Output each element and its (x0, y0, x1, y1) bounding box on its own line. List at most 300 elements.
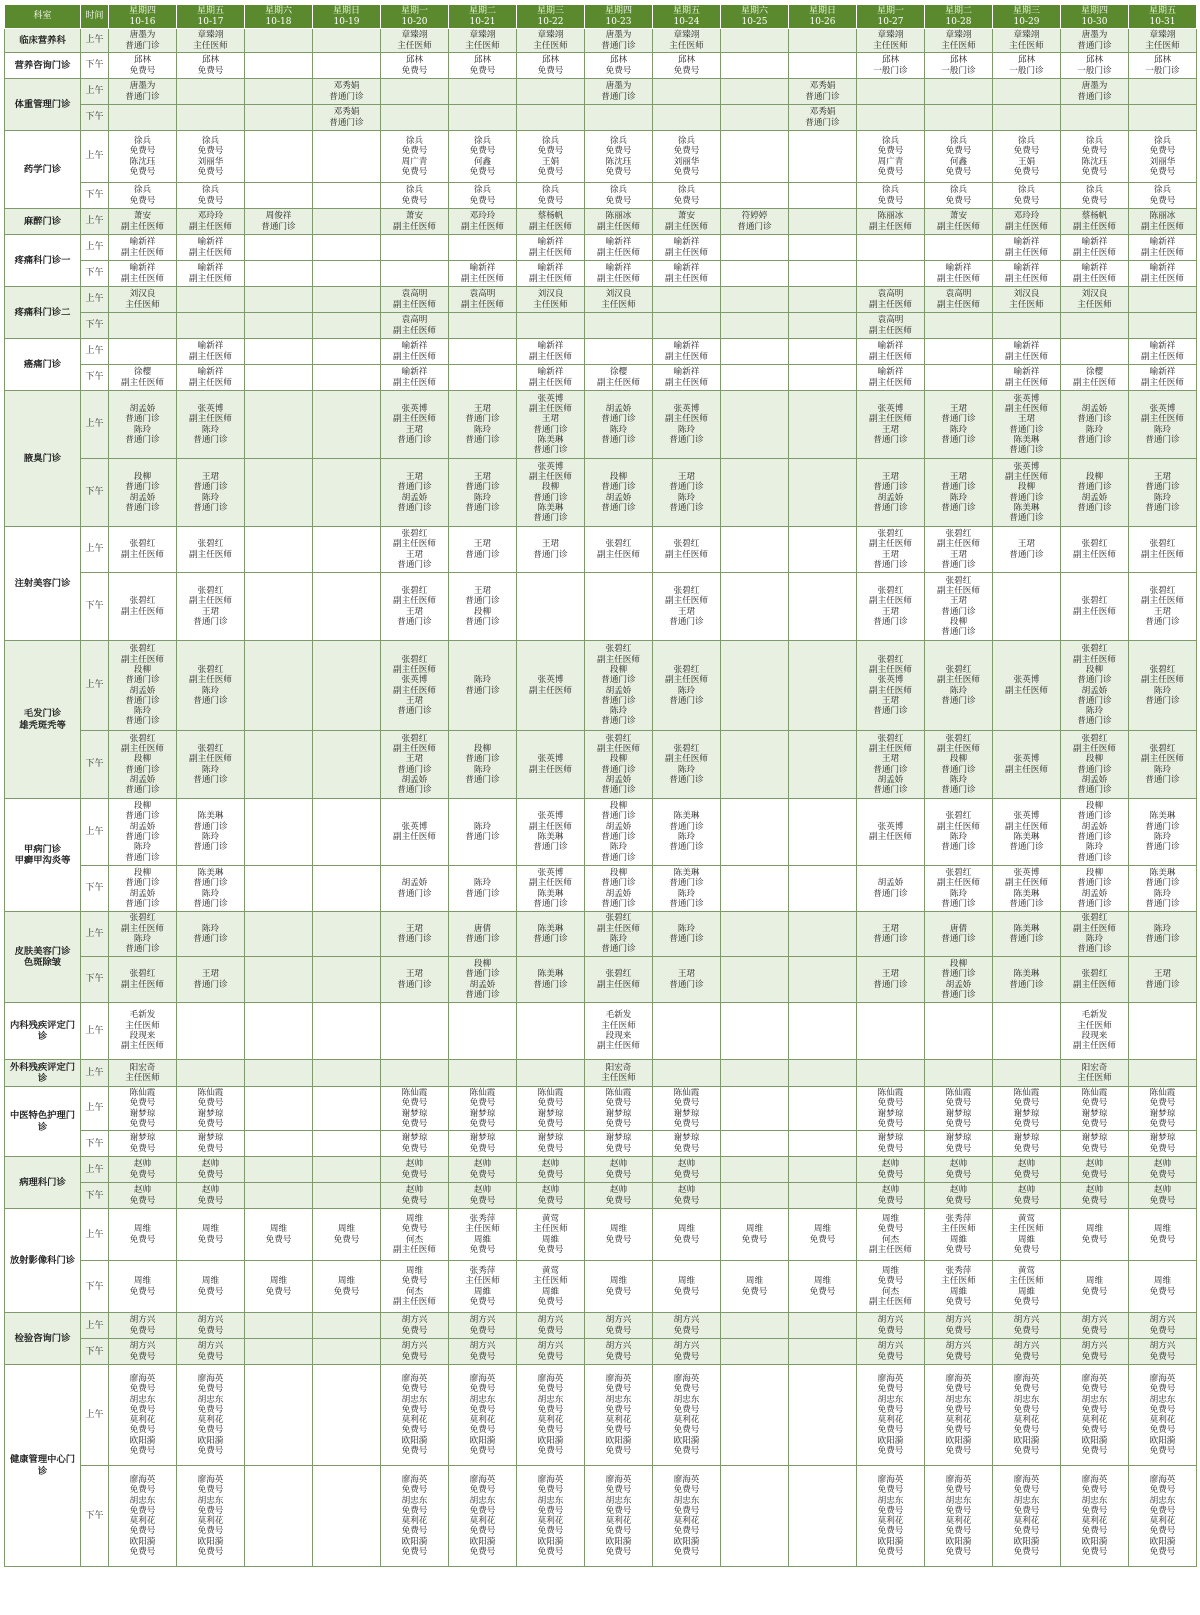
schedule-cell (789, 53, 857, 79)
schedule-cell: 喻新祥 副主任医师 (653, 261, 721, 287)
schedule-cell: 张碧红 副主任医师 陈玲 普通门诊 (585, 912, 653, 957)
schedule-cell: 胡方兴 免费号 (1129, 1339, 1197, 1365)
time-slot: 上午 (81, 131, 109, 183)
schedule-cell: 邓玲玲 副主任医师 (177, 209, 245, 235)
schedule-cell: 张碧红 副主任医师 陈玲 普通门诊 (1061, 912, 1129, 957)
schedule-cell: 唐墨为 普通门诊 (585, 79, 653, 105)
schedule-cell: 周俊祥 普通门诊 (245, 209, 313, 235)
department-name: 放射影像科门诊 (5, 1209, 81, 1313)
schedule-cell: 廖海英 免费号 胡忠东 免费号 莫利花 免费号 欧阳漪 免费号 (993, 1365, 1061, 1466)
schedule-cell: 王珺 普通门诊 陈玲 普通门诊 (653, 459, 721, 527)
schedule-cell: 周维 免费号 (1129, 1209, 1197, 1261)
schedule-cell (313, 1157, 381, 1183)
schedule-row (5, 641, 1197, 731)
schedule-cell: 邱林 一般门诊 (1129, 53, 1197, 79)
weekday-label: 星期一 (876, 6, 904, 16)
schedule-cell (1129, 313, 1197, 339)
weekday-label: 星期六 (264, 6, 292, 16)
schedule-cell: 张碧红 副主任医师 王珺 普通门诊 (857, 527, 925, 573)
schedule-cell: 张英博 副主任医师 (517, 731, 585, 799)
schedule-cell: 喻新祥 副主任医师 (857, 365, 925, 391)
schedule-cell (721, 287, 789, 313)
schedule-cell: 胡方兴 免费号 (381, 1313, 449, 1339)
schedule-cell (1129, 1060, 1197, 1087)
schedule-cell: 周维 免费号 (245, 1261, 313, 1313)
schedule-cell: 蔡杨帆 副主任医师 (1061, 209, 1129, 235)
schedule-cell (721, 1339, 789, 1365)
schedule-cell: 张碧红 副主任医师 陈玲 普通门诊 (653, 641, 721, 731)
schedule-cell: 赵帅 免费号 (857, 1157, 925, 1183)
schedule-cell: 徐兵 免费号 (109, 183, 177, 209)
schedule-cell (789, 1183, 857, 1209)
schedule-cell: 廖海英 免费号 胡忠东 免费号 莫利花 免费号 欧阳漪 免费号 (925, 1466, 993, 1567)
schedule-cell: 张碧红 副主任医师 段柳 普通门诊 胡孟娇 普通门诊 (585, 731, 653, 799)
schedule-cell: 周维 免费号 (585, 1209, 653, 1261)
schedule-cell: 刘汉良 主任医师 (1061, 287, 1129, 313)
schedule-cell: 胡方兴 免费号 (1129, 1313, 1197, 1339)
schedule-cell: 王珺 普通门诊 (653, 957, 721, 1003)
schedule-cell (925, 339, 993, 365)
time-slot: 下午 (81, 1183, 109, 1209)
schedule-cell (313, 313, 381, 339)
schedule-cell: 陈仙霞 免费号 谢梦琼 免费号 (517, 1087, 585, 1131)
day-column-header (1129, 5, 1197, 29)
department-name: 病理科门诊 (5, 1157, 81, 1209)
schedule-cell: 周维 免费号 何杰 副主任医师 (381, 1209, 449, 1261)
day-column-header (1061, 5, 1129, 29)
schedule-cell: 王珺 普通门诊 陈玲 普通门诊 (449, 459, 517, 527)
schedule-cell: 赵帅 免费号 (925, 1157, 993, 1183)
schedule-cell: 唐墨为 普通门诊 (109, 29, 177, 53)
schedule-cell (109, 105, 177, 131)
schedule-cell: 陈美琳 普通门诊 陈玲 普通门诊 (653, 799, 721, 866)
day-column-header (177, 5, 245, 29)
weekday-label: 星期四 (128, 6, 156, 16)
time-slot: 上午 (81, 1060, 109, 1087)
schedule-cell (789, 131, 857, 183)
schedule-cell: 章臻翊 主任医师 (449, 29, 517, 53)
schedule-cell: 胡方兴 免费号 (857, 1313, 925, 1339)
schedule-cell: 周维 免费号 (721, 1209, 789, 1261)
schedule-cell: 赵帅 免费号 (109, 1157, 177, 1183)
schedule-cell: 廖海英 免费号 胡忠东 免费号 莫利花 免费号 欧阳漪 免费号 (177, 1466, 245, 1567)
schedule-cell (1129, 287, 1197, 313)
schedule-cell: 章臻翊 主任医师 (381, 29, 449, 53)
schedule-cell: 徐兵 免费号 刘丽华 免费号 (1129, 131, 1197, 183)
schedule-row (5, 1313, 1197, 1339)
schedule-cell (721, 79, 789, 105)
schedule-cell (721, 365, 789, 391)
schedule-cell: 张英博 副主任医师 段柳 普通门诊 陈美琳 普通门诊 (517, 459, 585, 527)
schedule-cell: 段柳 普通门诊 胡孟娇 普通门诊 (109, 459, 177, 527)
schedule-cell (517, 105, 585, 131)
weekday-label: 星期日 (332, 6, 360, 16)
schedule-cell (653, 1003, 721, 1060)
schedule-cell: 张碧红 副主任医师 段柳 普通门诊 陈玲 普通门诊 (925, 731, 993, 799)
time-slot: 上午 (81, 1157, 109, 1183)
schedule-cell: 张英博 副主任医师 陈美琳 普通门诊 (517, 799, 585, 866)
schedule-cell: 赵帅 免费号 (1129, 1183, 1197, 1209)
schedule-cell: 徐兵 免费号 (857, 183, 925, 209)
time-slot: 下午 (81, 1339, 109, 1365)
schedule-cell: 张碧红 副主任医师 陈玲 普通门诊 (925, 866, 993, 912)
day-column-header (245, 5, 313, 29)
schedule-row (5, 912, 1197, 957)
schedule-cell (721, 799, 789, 866)
schedule-cell: 段柳 普通门诊 胡孟娇 普通门诊 (109, 866, 177, 912)
schedule-cell: 喻新祥 副主任医师 (993, 261, 1061, 287)
schedule-cell (789, 29, 857, 53)
schedule-cell (789, 1313, 857, 1339)
day-column-header (585, 5, 653, 29)
schedule-cell: 廖海英 免费号 胡忠东 免费号 莫利花 免费号 欧阳漪 免费号 (517, 1365, 585, 1466)
schedule-cell: 阳宏奇 主任医师 (585, 1060, 653, 1087)
schedule-cell (313, 235, 381, 261)
schedule-cell: 谢梦琼 免费号 (177, 1131, 245, 1157)
schedule-cell: 章臻翊 主任医师 (1129, 29, 1197, 53)
time-slot: 下午 (81, 105, 109, 131)
schedule-cell: 陈仙霞 免费号 谢梦琼 免费号 (1061, 1087, 1129, 1131)
schedule-cell (789, 459, 857, 527)
weekday-label: 星期五 (672, 6, 700, 16)
schedule-cell (517, 573, 585, 641)
schedule-cell (721, 183, 789, 209)
date-label: 10-24 (673, 16, 700, 27)
schedule-cell: 萧安 副主任医师 (109, 209, 177, 235)
schedule-cell (585, 313, 653, 339)
schedule-cell: 胡方兴 免费号 (449, 1313, 517, 1339)
schedule-cell: 王珺 普通门诊 陈玲 普通门诊 (1129, 459, 1197, 527)
schedule-cell (313, 131, 381, 183)
time-slot: 下午 (81, 573, 109, 641)
time-slot: 上午 (81, 339, 109, 365)
schedule-cell (789, 261, 857, 287)
schedule-cell (721, 459, 789, 527)
schedule-cell (585, 573, 653, 641)
time-slot: 下午 (81, 365, 109, 391)
schedule-row (5, 527, 1197, 573)
schedule-cell (245, 183, 313, 209)
schedule-cell (449, 79, 517, 105)
schedule-cell: 谢梦琼 免费号 (381, 1131, 449, 1157)
schedule-cell: 喻新祥 副主任医师 (653, 235, 721, 261)
schedule-cell: 胡方兴 免费号 (1061, 1313, 1129, 1339)
schedule-cell: 张秀萍 主任医师 周維 免费号 (449, 1261, 517, 1313)
schedule-cell: 胡方兴 免费号 (653, 1339, 721, 1365)
day-column-header (857, 5, 925, 29)
schedule-cell: 张碧红 副主任医师 王珺 普通门诊 胡孟娇 普通门诊 (857, 731, 925, 799)
schedule-cell: 章臻翊 主任医师 (925, 29, 993, 53)
schedule-cell: 喻新祥 副主任医师 (109, 261, 177, 287)
department-name: 体重管理门诊 (5, 79, 81, 131)
department-name: 皮肤美容门诊 色斑除皱 (5, 912, 81, 1003)
schedule-cell: 王珺 普通门诊 (993, 527, 1061, 573)
schedule-cell: 阳宏奇 主任医师 (1061, 1060, 1129, 1087)
schedule-cell: 陈仙霞 免费号 谢梦琼 免费号 (177, 1087, 245, 1131)
schedule-cell: 徐兵 免费号 王娟 免费号 (517, 131, 585, 183)
schedule-cell: 邱林 免费号 (585, 53, 653, 79)
time-slot: 上午 (81, 641, 109, 731)
schedule-cell (721, 1183, 789, 1209)
schedule-cell: 张碧红 副主任医师 张英博 副主任医师 王珺 普通门诊 (381, 641, 449, 731)
schedule-cell: 张碧红 副主任医师 段柳 普通门诊 胡孟娇 普通门诊 陈玲 普通门诊 (1061, 641, 1129, 731)
date-label: 10-25 (741, 16, 768, 27)
schedule-cell (313, 287, 381, 313)
schedule-cell: 胡方兴 免费号 (177, 1313, 245, 1339)
schedule-cell: 唐墨为 普通门诊 (1061, 29, 1129, 53)
schedule-cell (789, 1157, 857, 1183)
department-name: 麻醉门诊 (5, 209, 81, 235)
schedule-cell (313, 1003, 381, 1060)
schedule-cell: 张碧红 副主任医师 王珺 普通门诊 胡孟娇 普通门诊 (381, 731, 449, 799)
schedule-cell (245, 313, 313, 339)
schedule-cell: 王珺 普通门诊 段柳 普通门诊 (449, 573, 517, 641)
schedule-cell: 胡孟娇 普通门诊 陈玲 普通门诊 (585, 391, 653, 459)
schedule-cell: 邓秀娟 普通门诊 (789, 79, 857, 105)
schedule-cell: 胡孟娇 普通门诊 (857, 866, 925, 912)
schedule-cell: 廖海英 免费号 胡忠东 免费号 莫利花 免费号 欧阳漪 免费号 (109, 1466, 177, 1567)
schedule-cell (789, 235, 857, 261)
schedule-cell (857, 105, 925, 131)
schedule-cell (993, 79, 1061, 105)
time-slot: 上午 (81, 1087, 109, 1131)
schedule-cell: 萧安 副主任医师 (653, 209, 721, 235)
schedule-cell: 赵帅 免费号 (653, 1157, 721, 1183)
schedule-cell: 张秀萍 主任医师 周維 免费号 (925, 1261, 993, 1313)
schedule-cell (313, 799, 381, 866)
schedule-cell: 张英博 副主任医师 陈玲 普通门诊 (177, 391, 245, 459)
schedule-cell (313, 573, 381, 641)
schedule-cell (789, 1087, 857, 1131)
schedule-cell: 张碧红 副主任医师 (1061, 527, 1129, 573)
schedule-cell (313, 1466, 381, 1567)
schedule-cell: 张碧红 副主任医师 段柳 普通门诊 胡孟娇 普通门诊 陈玲 普通门诊 (585, 641, 653, 731)
schedule-cell (245, 79, 313, 105)
schedule-row (5, 131, 1197, 183)
time-slot: 下午 (81, 459, 109, 527)
time-slot: 上午 (81, 527, 109, 573)
schedule-cell: 袁高明 副主任医师 (925, 287, 993, 313)
schedule-cell: 喻新祥 副主任医师 (109, 235, 177, 261)
schedule-cell: 周维 免费号 何杰 副主任医师 (857, 1209, 925, 1261)
schedule-cell: 萧安 副主任医师 (381, 209, 449, 235)
schedule-cell: 陈玲 普通门诊 (653, 912, 721, 957)
schedule-cell: 王珺 普通门诊 (449, 527, 517, 573)
schedule-cell: 周维 免费号 (313, 1209, 381, 1261)
schedule-row (5, 235, 1197, 261)
date-label: 10-28 (945, 16, 972, 27)
schedule-cell: 陈丽冰 副主任医师 (1129, 209, 1197, 235)
schedule-cell: 胡方兴 免费号 (109, 1313, 177, 1339)
schedule-cell (789, 573, 857, 641)
schedule-cell: 徐兵 免费号 (177, 183, 245, 209)
schedule-cell: 廖海英 免费号 胡忠东 免费号 莫利花 免费号 欧阳漪 免费号 (993, 1466, 1061, 1567)
schedule-cell: 廖海英 免费号 胡忠东 免费号 莫利花 免费号 欧阳漪 免费号 (585, 1365, 653, 1466)
schedule-cell: 张秀萍 主任医师 周維 免费号 (449, 1209, 517, 1261)
schedule-cell: 刘汉良 主任医师 (993, 287, 1061, 313)
schedule-cell: 邱林 免费号 (177, 53, 245, 79)
schedule-cell: 张英博 副主任医师 王珺 普通门诊 陈美琳 普通门诊 (517, 391, 585, 459)
schedule-cell: 邱林 免费号 (653, 53, 721, 79)
schedule-cell: 段柳 普通门诊 胡孟娇 普通门诊 陈玲 普通门诊 (1061, 799, 1129, 866)
schedule-cell (313, 731, 381, 799)
schedule-cell: 张碧红 副主任医师 王珺 普通门诊 (177, 573, 245, 641)
schedule-cell: 廖海英 免费号 胡忠东 免费号 莫利花 免费号 欧阳漪 免费号 (1061, 1365, 1129, 1466)
schedule-cell: 谢梦琼 免费号 (925, 1131, 993, 1157)
schedule-cell (721, 105, 789, 131)
schedule-cell: 章臻翊 主任医师 (653, 29, 721, 53)
schedule-cell: 王珺 普通门诊 胡孟娇 普通门诊 (381, 459, 449, 527)
schedule-cell: 陈美琳 普通门诊 (993, 912, 1061, 957)
schedule-page (4, 4, 1196, 1567)
schedule-cell: 唐墨为 普通门诊 (109, 79, 177, 105)
schedule-cell (245, 235, 313, 261)
schedule-cell: 赵帅 免费号 (449, 1157, 517, 1183)
schedule-cell: 毛新发 主任医师 段现来 副主任医师 (1061, 1003, 1129, 1060)
schedule-cell: 廖海英 免费号 胡忠东 免费号 莫利花 免费号 欧阳漪 免费号 (517, 1466, 585, 1567)
schedule-cell (245, 287, 313, 313)
schedule-row (5, 1209, 1197, 1261)
schedule-cell (721, 1131, 789, 1157)
schedule-cell: 廖海英 免费号 胡忠东 免费号 莫利花 免费号 欧阳漪 免费号 (653, 1365, 721, 1466)
schedule-cell: 章臻翊 主任医师 (177, 29, 245, 53)
schedule-cell (789, 1339, 857, 1365)
schedule-cell: 谢梦琼 免费号 (1061, 1131, 1129, 1157)
schedule-cell (789, 527, 857, 573)
schedule-row (5, 459, 1197, 527)
date-label: 10-20 (401, 16, 428, 27)
schedule-cell: 邱林 免费号 (109, 53, 177, 79)
schedule-cell: 张英博 副主任医师 (857, 799, 925, 866)
schedule-cell (721, 641, 789, 731)
date-label: 10-30 (1081, 16, 1108, 27)
schedule-cell: 赵帅 免费号 (857, 1183, 925, 1209)
schedule-body (5, 29, 1197, 1567)
schedule-cell: 陈仙霞 免费号 谢梦琼 免费号 (585, 1087, 653, 1131)
schedule-cell: 赵帅 免费号 (517, 1183, 585, 1209)
schedule-cell: 王珺 普通门诊 (517, 527, 585, 573)
schedule-cell: 张碧红 副主任医师 陈玲 普通门诊 (925, 799, 993, 866)
schedule-cell: 张英博 副主任医师 (381, 799, 449, 866)
schedule-cell: 章臻翊 主任医师 (993, 29, 1061, 53)
schedule-cell: 蔡杨帆 副主任医师 (517, 209, 585, 235)
schedule-cell: 萧安 副主任医师 (925, 209, 993, 235)
department-name: 检验咨询门诊 (5, 1313, 81, 1365)
schedule-cell (585, 339, 653, 365)
schedule-cell: 周维 免费号 (1129, 1261, 1197, 1313)
day-column-header (313, 5, 381, 29)
schedule-cell (245, 53, 313, 79)
schedule-cell (245, 1466, 313, 1567)
day-column-header (721, 5, 789, 29)
schedule-cell: 喻新祥 副主任医师 (993, 339, 1061, 365)
schedule-cell (245, 912, 313, 957)
schedule-cell: 张英博 副主任医师 (993, 731, 1061, 799)
time-slot: 上午 (81, 391, 109, 459)
time-slot: 上午 (81, 209, 109, 235)
time-column-header: 时间 (81, 5, 109, 29)
schedule-row (5, 339, 1197, 365)
schedule-cell: 王珺 普通门诊 陈玲 普通门诊 (177, 459, 245, 527)
schedule-cell: 邓玲玲 副主任医师 (449, 209, 517, 235)
schedule-cell: 徐兵 免费号 (381, 183, 449, 209)
schedule-cell: 喻新祥 副主任医师 (585, 261, 653, 287)
schedule-cell: 张碧红 副主任医师 (109, 573, 177, 641)
schedule-cell: 陈美琳 普通门诊 陈玲 普通门诊 (177, 866, 245, 912)
schedule-cell: 胡方兴 免费号 (993, 1339, 1061, 1365)
schedule-row (5, 1183, 1197, 1209)
schedule-cell: 徐兵 免费号 刘丽华 免费号 (177, 131, 245, 183)
schedule-cell: 喻新祥 副主任医师 (1061, 235, 1129, 261)
schedule-cell: 张英博 副主任医师 陈美琳 普通门诊 (993, 866, 1061, 912)
schedule-cell: 徐兵 免费号 何鑫 免费号 (925, 131, 993, 183)
department-name: 药学门诊 (5, 131, 81, 209)
schedule-cell: 周维 免费号 (177, 1261, 245, 1313)
schedule-cell: 邱林 免费号 (381, 53, 449, 79)
schedule-cell (721, 1466, 789, 1567)
schedule-row (5, 1365, 1197, 1466)
schedule-cell: 段柳 普通门诊 胡孟娇 普通门诊 陈玲 普通门诊 (109, 799, 177, 866)
weekday-label: 星期二 (468, 6, 496, 16)
time-slot: 上午 (81, 1209, 109, 1261)
dept-column-header: 科室 (5, 5, 81, 29)
schedule-cell: 廖海英 免费号 胡忠东 免费号 莫利花 免费号 欧阳漪 免费号 (381, 1365, 449, 1466)
schedule-cell: 徐兵 免费号 陈沈珏 免费号 (585, 131, 653, 183)
date-label: 10-26 (809, 16, 836, 27)
schedule-cell: 张碧红 副主任医师 (1129, 527, 1197, 573)
schedule-cell (245, 866, 313, 912)
schedule-cell: 陈仙霞 免费号 谢梦琼 免费号 (109, 1087, 177, 1131)
schedule-cell (993, 313, 1061, 339)
schedule-cell (245, 1183, 313, 1209)
schedule-cell: 周维 免费号 (653, 1209, 721, 1261)
schedule-cell: 谢梦琼 免费号 (517, 1131, 585, 1157)
schedule-cell (857, 235, 925, 261)
date-label: 10-17 (197, 16, 224, 27)
schedule-cell: 张碧红 副主任医师 王珺 普通门诊 (381, 527, 449, 573)
schedule-row (5, 105, 1197, 131)
schedule-cell: 邓秀娟 普通门诊 (313, 79, 381, 105)
schedule-cell (789, 799, 857, 866)
schedule-cell: 张英博 副主任医师 王珺 普通门诊 陈美琳 普通门诊 (993, 391, 1061, 459)
schedule-cell (313, 365, 381, 391)
schedule-cell: 喻新祥 副主任医师 (381, 339, 449, 365)
time-slot: 上午 (81, 1365, 109, 1466)
schedule-cell: 邱林 一般门诊 (857, 53, 925, 79)
schedule-cell: 喻新祥 副主任医师 (177, 261, 245, 287)
schedule-cell: 符婷婷 普通门诊 (721, 209, 789, 235)
schedule-cell: 谢梦琼 免费号 (585, 1131, 653, 1157)
schedule-cell: 周维 免费号 (789, 1209, 857, 1261)
schedule-cell: 徐兵 免费号 (1061, 183, 1129, 209)
schedule-cell: 谢梦琼 免费号 (449, 1131, 517, 1157)
schedule-cell (1061, 105, 1129, 131)
schedule-cell: 陈美琳 普通门诊 (517, 912, 585, 957)
schedule-cell (245, 641, 313, 731)
schedule-cell: 张碧红 副主任医师 陈玲 普通门诊 (177, 731, 245, 799)
schedule-cell (925, 79, 993, 105)
schedule-cell: 张碧红 副主任医师 张英博 副主任医师 王珺 普通门诊 (857, 641, 925, 731)
schedule-cell (245, 1365, 313, 1466)
schedule-cell: 胡方兴 免费号 (993, 1313, 1061, 1339)
schedule-cell (245, 1313, 313, 1339)
time-slot: 上午 (81, 1003, 109, 1060)
schedule-row (5, 866, 1197, 912)
schedule-cell (789, 731, 857, 799)
schedule-cell (245, 391, 313, 459)
schedule-cell: 陈仙霞 免费号 谢梦琼 免费号 (381, 1087, 449, 1131)
schedule-cell (313, 641, 381, 731)
